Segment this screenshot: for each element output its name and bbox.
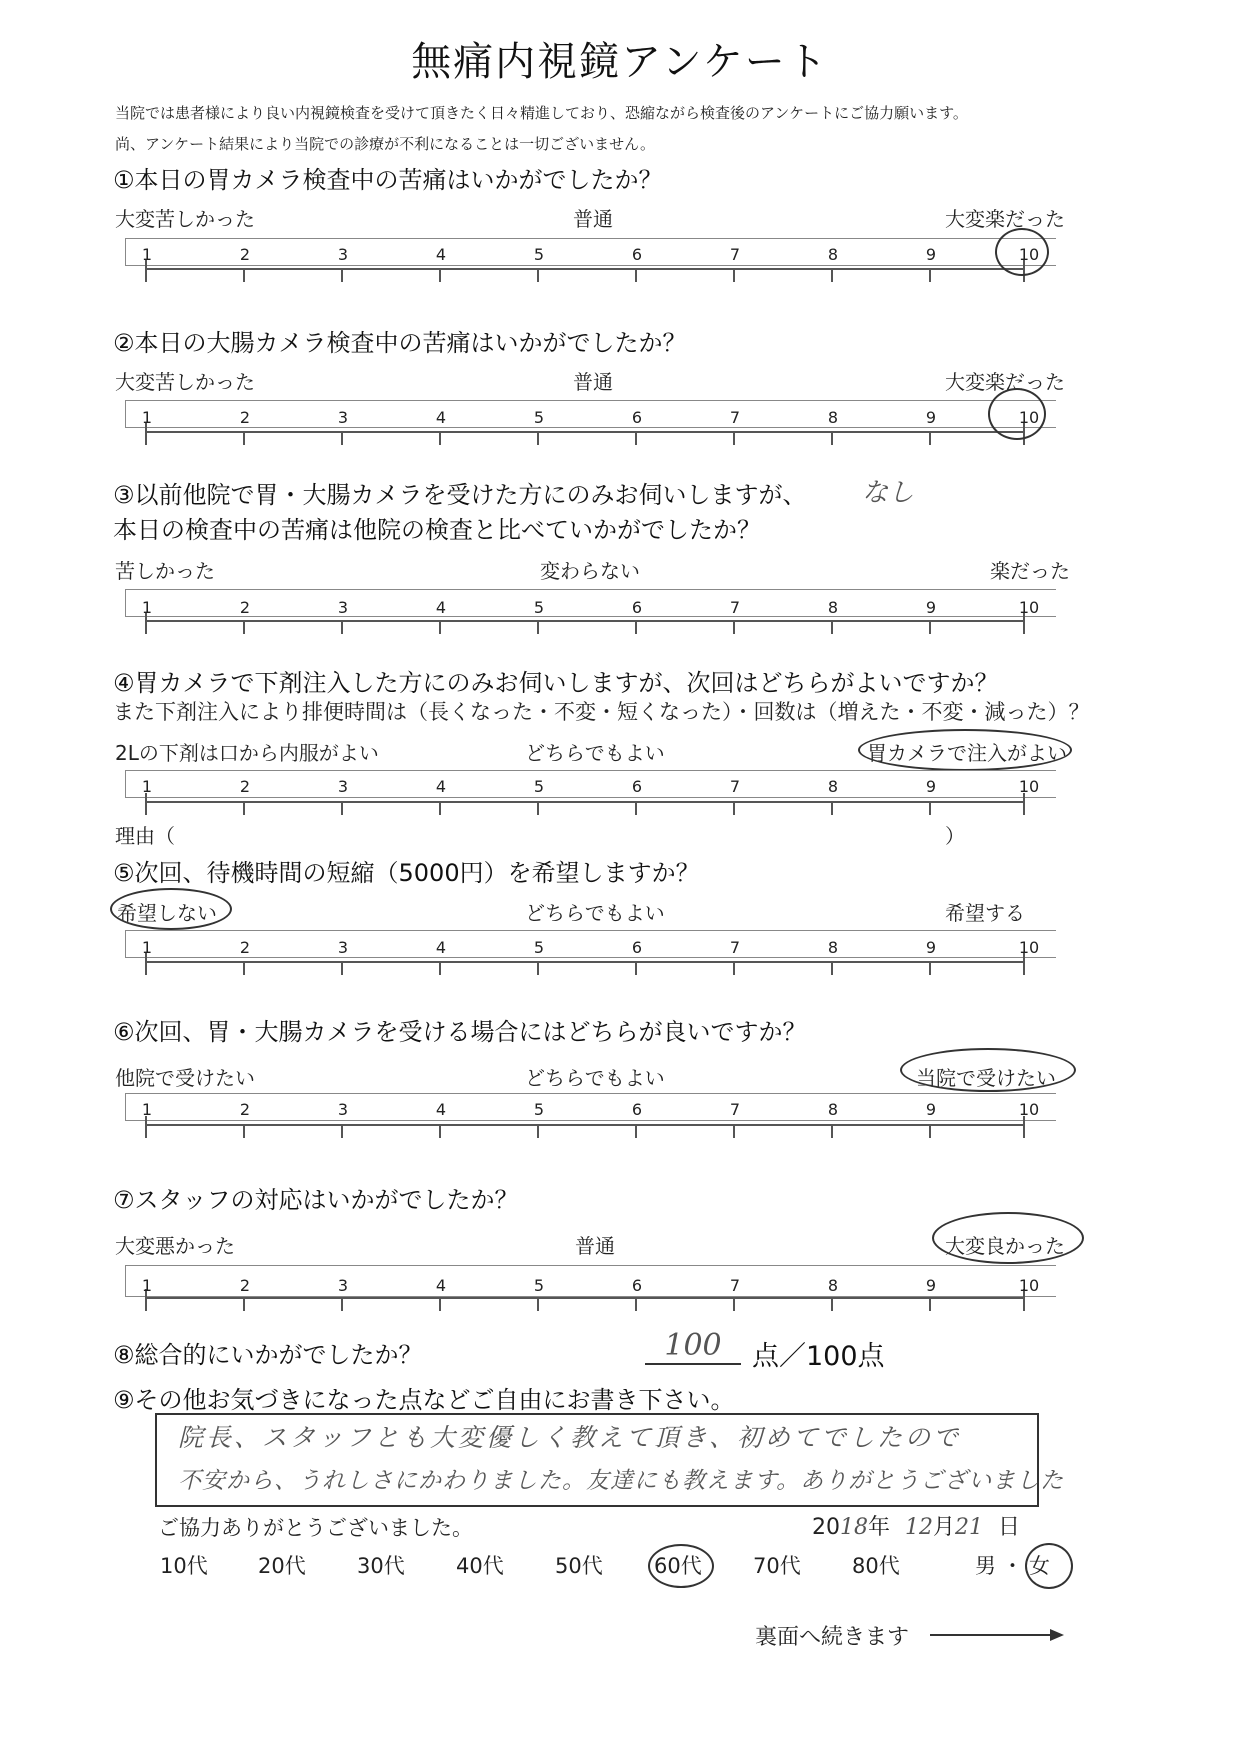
scale-number[interactable]: 8 [827,777,839,796]
age-selected-circle [648,1544,714,1588]
scale-tick [439,961,441,975]
scale-number[interactable]: 6 [631,1100,643,1119]
q8-score-answer[interactable]: 100 [645,1328,741,1365]
scale-tick [929,620,931,634]
scale-number[interactable]: 9 [925,1276,937,1295]
q7-label-mid: 普通 [575,1234,615,1258]
scale-tick [145,793,147,815]
q7-answer-circle[interactable] [932,1212,1084,1264]
q3-label-right: 楽だった [990,559,1070,583]
scale-number[interactable]: 9 [925,1100,937,1119]
thanks-message: ご協力ありがとうございました。 [158,1516,473,1540]
scale-tick [341,1124,343,1138]
scale-number[interactable]: 5 [533,598,545,617]
q2-label-mid: 普通 [573,370,613,394]
q1-scale-axis [145,268,1025,284]
scale-tick [733,801,735,815]
q3-label-mid: 変わらない [540,559,640,583]
scale-number[interactable]: 10 [1018,598,1040,617]
scale-number[interactable]: 8 [827,1100,839,1119]
scale-number[interactable]: 3 [337,245,349,264]
question-6: ⑥次回、胃・大腸カメラを受ける場合にはどちらが良いですか？ [113,1018,807,1046]
question-5: ⑤次回、待機時間の短縮（5000円）を希望しますか？ [113,859,700,887]
scale-number[interactable]: 4 [435,598,447,617]
q4-reason-close: ） [945,824,965,848]
scale-number[interactable]: 1 [141,408,153,427]
scale-tick [341,620,343,634]
scale-tick [929,1124,931,1138]
scale-number[interactable]: 9 [925,938,937,957]
age-10s[interactable]: 10代 [160,1554,208,1578]
scale-tick [341,268,343,282]
scale-number[interactable]: 9 [925,408,937,427]
q7-label-right: 大変良かった [945,1234,1065,1258]
scale-number[interactable]: 3 [337,408,349,427]
question-3-line-2: 本日の検査中の苦痛は他院の検査と比べていかがでしたか？ [113,516,761,544]
scale-tick [635,1124,637,1138]
scale-number[interactable]: 7 [729,1276,741,1295]
continue-arrow-icon [930,1625,1070,1645]
q2-scale-axis [145,431,1025,447]
page-title: 無痛内視鏡アンケート [411,39,829,85]
scale-tick [831,620,833,634]
q7-scale-axis [145,1297,1025,1313]
question-4-line-1: ④胃カメラで下剤注入した方にのみお伺いしますが、次回はどちらがよいですか？ [113,669,999,697]
scale-tick [733,431,735,445]
scale-number[interactable]: 10 [1018,777,1040,796]
q4-label-right: 胃カメラで注入がよい [867,741,1067,765]
scale-tick [733,1297,735,1311]
scale-tick [145,1116,147,1138]
question-3-line-1: ③以前他院で胃・大腸カメラを受けた方にのみお伺いしますが、 [113,481,807,509]
q3-scale-axis [145,620,1025,636]
q6-scale-axis [145,1124,1025,1140]
scale-tick [341,961,343,975]
comment-line-2: 不安から、うれしさにかわりました。友達にも教えます。ありがとうございました [178,1468,1065,1494]
scale-number[interactable]: 8 [827,1276,839,1295]
q8-score-suffix: 点／100点 [752,1341,885,1372]
q1-label-mid: 普通 [573,207,613,231]
scale-number[interactable]: 10 [1018,1100,1040,1119]
scale-number[interactable]: 5 [533,408,545,427]
intro-line-2: 尚、アンケート結果により当院での診療が不利になることは一切ございません。 [115,135,656,153]
scale-number[interactable]: 7 [729,598,741,617]
gender-male[interactable]: 男 [975,1554,996,1578]
question-1: ①本日の胃カメラ検査中の苦痛はいかがでしたか？ [113,166,663,194]
scale-tick [635,801,637,815]
scale-number[interactable]: 3 [337,598,349,617]
q4-scale-axis [145,801,1025,817]
scale-tick [733,961,735,975]
scale-number[interactable]: 6 [631,408,643,427]
scale-tick [929,268,931,282]
scale-tick [243,268,245,282]
q6-label-mid: どちらでもよい [525,1066,665,1090]
scale-number[interactable]: 7 [729,938,741,957]
question-4-line-2: また下剤注入により排便時間は（長くなった・不変・短くなった）・回数は（増えた・不変・減った）？ [113,700,1090,724]
age-60s[interactable]: 60代 [654,1554,702,1578]
age-20s[interactable]: 20代 [258,1554,306,1578]
question-2: ②本日の大腸カメラ検査中の苦痛はいかがでしたか？ [113,329,687,357]
scale-number[interactable]: 2 [239,408,251,427]
q4-label-left: 2Lの下剤は口から内服がよい [115,741,379,765]
gender-selected-circle [1025,1543,1073,1589]
scale-tick [635,268,637,282]
scale-tick [243,801,245,815]
scale-tick [929,801,931,815]
gender-separator: ・ [1002,1554,1023,1578]
scale-number[interactable]: 9 [925,245,937,264]
date-day[interactable]: 21 [955,1515,984,1540]
scale-number[interactable]: 7 [729,408,741,427]
scale-number[interactable]: 5 [533,1100,545,1119]
scale-tick [341,801,343,815]
scale-tick [733,620,735,634]
scale-tick [537,801,539,815]
continue-label: 裏面へ続きます [755,1625,910,1650]
scale-tick [635,961,637,975]
scale-number[interactable]: 9 [925,598,937,617]
scale-number[interactable]: 1 [141,777,153,796]
scale-number[interactable]: 7 [729,777,741,796]
scale-tick [831,268,833,282]
scale-tick [929,1297,931,1311]
question-8: ⑧総合的にいかがでしたか？ [113,1341,423,1369]
q3-label-left: 苦しかった [115,559,215,583]
scale-tick [635,620,637,634]
scale-tick [831,801,833,815]
scale-number[interactable]: 2 [239,1276,251,1295]
scale-tick [341,431,343,445]
q1-scale-box [125,238,1056,266]
scale-tick [635,1297,637,1311]
scale-number[interactable]: 4 [435,1276,447,1295]
scale-number[interactable]: 6 [631,598,643,617]
age-50s[interactable]: 50代 [555,1554,603,1578]
scale-tick [243,961,245,975]
scale-number[interactable]: 7 [729,245,741,264]
gender-female[interactable]: 女 [1029,1554,1050,1578]
scale-tick [1023,1116,1025,1138]
scale-tick [341,1297,343,1311]
question-7: ⑦スタッフの対応はいかがでしたか？ [113,1186,519,1214]
scale-number[interactable]: 6 [631,777,643,796]
q5-label-mid: どちらでもよい [525,901,665,925]
scale-number[interactable]: 6 [631,938,643,957]
q5-answer-circle[interactable] [110,888,232,930]
date-month[interactable]: 12 [905,1515,934,1540]
scale-tick [537,961,539,975]
scale-number[interactable]: 5 [533,938,545,957]
q4-answer-circle[interactable] [858,729,1072,771]
scale-tick [439,801,441,815]
scale-tick [537,1124,539,1138]
date-day-label: 日 [998,1515,1021,1540]
q4-scale-box [125,770,1056,798]
scale-number[interactable]: 8 [827,598,839,617]
q3-handwritten-note: なし [862,478,915,508]
scale-tick [439,620,441,634]
scale-tick [831,961,833,975]
scale-tick [439,431,441,445]
scale-tick [635,431,637,445]
comment-line-1: 院長、スタッフとも大変優しく教えて頂き、初めてでしたので [178,1423,962,1452]
q5-label-right: 希望する [945,901,1025,925]
scale-tick [537,620,539,634]
age-40s[interactable]: 40代 [456,1554,504,1578]
scale-number[interactable]: 4 [435,777,447,796]
q6-answer-circle[interactable] [900,1048,1076,1092]
q5-scale-axis [145,961,1025,977]
scale-tick [243,1297,245,1311]
scale-number[interactable]: 4 [435,1100,447,1119]
scale-number[interactable]: 5 [533,245,545,264]
scale-number[interactable]: 7 [729,1100,741,1119]
scale-number[interactable]: 4 [435,408,447,427]
scale-number[interactable]: 8 [827,938,839,957]
date-year[interactable]: 18 [840,1515,868,1540]
q7-label-left: 大変悪かった [115,1234,235,1258]
age-70s[interactable]: 70代 [753,1554,801,1578]
intro-line-1: 当院では患者様により良い内視鏡検査を受けて頂きたく日々精進しており、恐縮ながら検査後のアンケートにご協力願います。 [115,104,968,122]
scale-tick [537,1297,539,1311]
scale-number[interactable]: 8 [827,245,839,264]
q2-label-right: 大変楽だった [945,370,1065,394]
scale-number[interactable]: 9 [925,777,937,796]
scale-number[interactable]: 2 [239,777,251,796]
age-30s[interactable]: 30代 [357,1554,405,1578]
scale-number[interactable]: 1 [141,938,153,957]
scale-tick [733,1124,735,1138]
q3-scale-box [125,589,1056,617]
scale-number[interactable]: 5 [533,1276,545,1295]
scale-number[interactable]: 1 [141,1100,153,1119]
date-year-prefix: 20 [812,1515,840,1540]
q6-label-left: 他院で受けたい [115,1066,255,1090]
scale-tick [929,431,931,445]
age-80s[interactable]: 80代 [852,1554,900,1578]
scale-number[interactable]: 10 [1018,1276,1040,1295]
scale-tick [831,1297,833,1311]
date-month-label: 月 [933,1515,956,1540]
scale-number[interactable]: 8 [827,408,839,427]
q2-label-left: 大変苦しかった [115,370,255,394]
q7-scale-box [125,1265,1056,1297]
scale-number[interactable]: 3 [337,938,349,957]
scale-number[interactable]: 6 [631,1276,643,1295]
date-field [812,1510,1020,1541]
scale-tick [733,268,735,282]
date-year-label: 年 [868,1515,891,1540]
scale-tick [243,620,245,634]
scale-number[interactable]: 1 [141,1276,153,1295]
scale-number[interactable]: 5 [533,777,545,796]
scale-tick [243,1124,245,1138]
q1-label-right: 大変楽だった [945,207,1065,231]
scale-number[interactable]: 2 [239,938,251,957]
scale-number[interactable]: 10 [1018,408,1040,427]
question-9: ⑨その他お気づきになった点などご自由にお書き下さい。 [113,1386,735,1414]
q2-answer-circle[interactable] [988,388,1046,440]
scale-tick [439,1297,441,1311]
scale-tick [537,268,539,282]
scale-number[interactable]: 2 [239,245,251,264]
scale-number[interactable]: 2 [239,1100,251,1119]
q1-label-left: 大変苦しかった [115,207,255,231]
scale-tick [537,431,539,445]
q6-scale-box [125,1093,1056,1121]
scale-number[interactable]: 6 [631,245,643,264]
scale-number[interactable]: 4 [435,245,447,264]
scale-number[interactable]: 2 [239,598,251,617]
scale-tick [439,1124,441,1138]
scale-number[interactable]: 10 [1018,938,1040,957]
scale-tick [831,1124,833,1138]
q2-scale-box [125,400,1056,428]
scale-tick [1023,793,1025,815]
q4-reason-label: 理由（ [115,824,175,848]
q6-label-right: 当院で受けたい [916,1066,1056,1090]
scale-number[interactable]: 1 [141,598,153,617]
scale-number[interactable]: 3 [337,777,349,796]
scale-number[interactable]: 4 [435,938,447,957]
scale-tick [831,431,833,445]
q5-scale-box [125,930,1056,958]
scale-tick [439,268,441,282]
scale-number[interactable]: 10 [1018,245,1040,264]
scale-number[interactable]: 3 [337,1276,349,1295]
scale-tick [929,961,931,975]
q1-answer-circle[interactable] [995,228,1049,276]
scale-number[interactable]: 3 [337,1100,349,1119]
q5-label-left: 希望しない [117,901,217,925]
q4-label-mid: どちらでもよい [525,741,665,765]
scale-number[interactable]: 1 [141,245,153,264]
scale-tick [243,431,245,445]
